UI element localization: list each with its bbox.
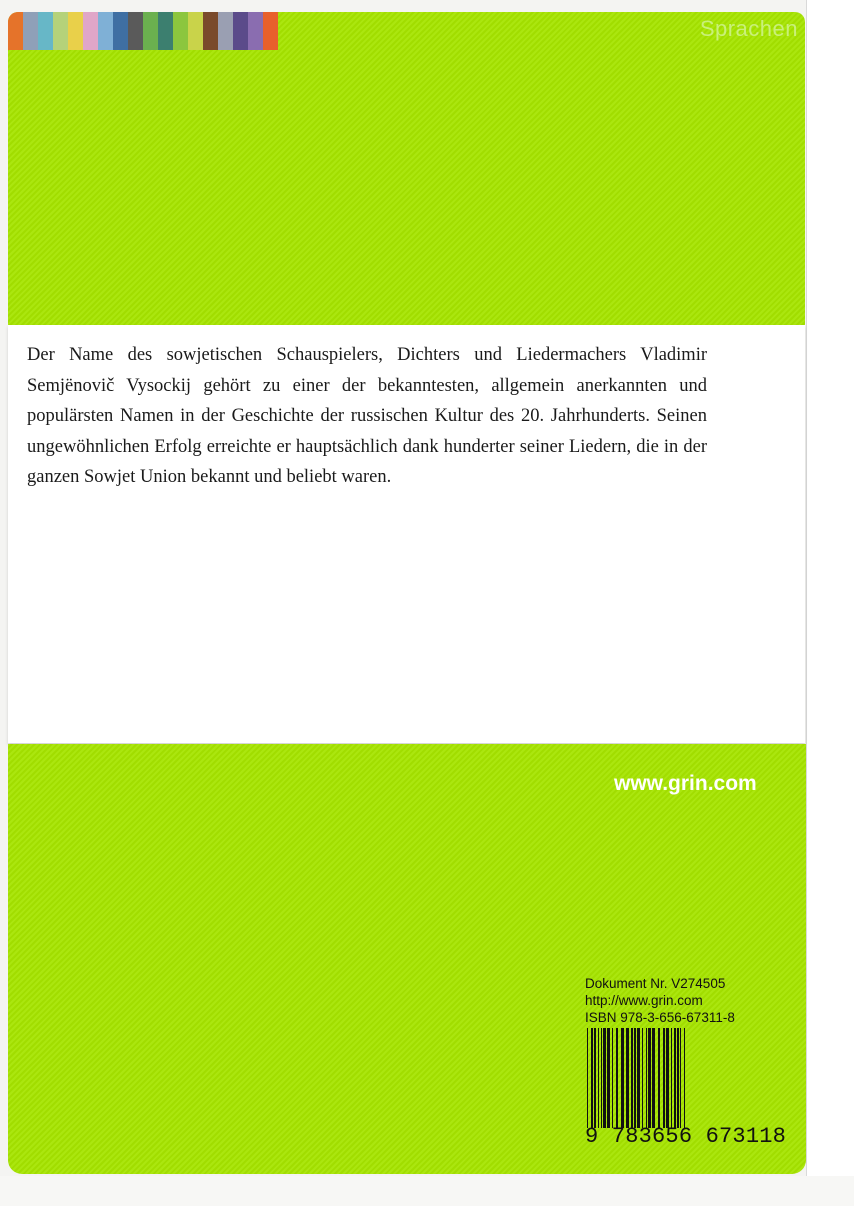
barcode-bar xyxy=(642,1028,643,1128)
barcode-bar xyxy=(648,1028,651,1128)
color-tab xyxy=(203,12,218,50)
document-number: Dokument Nr. V274505 xyxy=(585,976,726,991)
barcode-bar xyxy=(684,1028,685,1128)
barcode-bar xyxy=(646,1028,647,1128)
color-tab xyxy=(128,12,143,50)
barcode-bar xyxy=(663,1028,665,1128)
cover-top-panel xyxy=(8,12,805,325)
color-tab xyxy=(263,12,278,50)
publisher-url: www.grin.com xyxy=(614,772,757,795)
color-tab xyxy=(218,12,233,50)
barcode-bar xyxy=(666,1028,669,1128)
barcode-bar xyxy=(621,1028,624,1128)
barcode-bar xyxy=(603,1028,606,1128)
color-tab xyxy=(113,12,128,50)
barcode-digits: 9 783656 673118 xyxy=(585,1124,787,1149)
color-tab xyxy=(143,12,158,50)
barcode-bar xyxy=(626,1028,629,1128)
barcode-bar xyxy=(677,1028,679,1128)
barcode-bar xyxy=(680,1028,681,1128)
barcode-bar xyxy=(671,1028,672,1128)
color-tab xyxy=(98,12,113,50)
barcode-bar xyxy=(658,1028,660,1128)
page-edge xyxy=(806,0,854,1206)
barcode-bar xyxy=(631,1028,633,1128)
color-tab xyxy=(173,12,188,50)
color-tab xyxy=(188,12,203,50)
category-color-strip xyxy=(8,12,278,50)
category-label: Sprachen xyxy=(699,16,798,41)
color-tab xyxy=(233,12,248,50)
barcode-bar xyxy=(634,1028,636,1128)
color-tab xyxy=(53,12,68,50)
barcode-bar xyxy=(616,1028,618,1128)
color-tab xyxy=(158,12,173,50)
color-tab xyxy=(23,12,38,50)
barcode-bar xyxy=(594,1028,596,1128)
barcode xyxy=(585,1028,790,1128)
color-tab xyxy=(248,12,263,50)
barcode-bar xyxy=(598,1028,599,1128)
color-tab xyxy=(68,12,83,50)
color-tab xyxy=(38,12,53,50)
page-bottom-edge xyxy=(0,1176,854,1206)
document-isbn: ISBN 978-3-656-67311-8 xyxy=(585,1010,735,1025)
barcode-bar xyxy=(587,1028,588,1128)
document-web: http://www.grin.com xyxy=(585,993,703,1008)
barcode-bar xyxy=(652,1028,655,1128)
barcode-bar xyxy=(637,1028,640,1128)
barcode-bar xyxy=(612,1028,613,1128)
barcode-bar xyxy=(601,1028,602,1128)
document-info xyxy=(585,975,735,1026)
barcode-bar xyxy=(607,1028,610,1128)
color-tab xyxy=(83,12,98,50)
barcode-bar xyxy=(591,1028,593,1128)
description-text: Der Name des sowjetischen Schauspielers, Dichters und Liedermachers Vladimir Semjënovič Vysockij gehört zu einer der bekanntesten, allgemein anerkannten und populärsten Namen in der Geschichte der russischen Kultur des 20. Jahrhunderts. Seinen ungewöhnlichen Erfolg erreichte er hauptsächlich dank hunderter seiner Liedern, die in der ganzen Sowjet Union bekannt und beliebt waren. xyxy=(27,345,707,487)
color-tab xyxy=(8,12,23,50)
barcode-bar xyxy=(674,1028,676,1128)
